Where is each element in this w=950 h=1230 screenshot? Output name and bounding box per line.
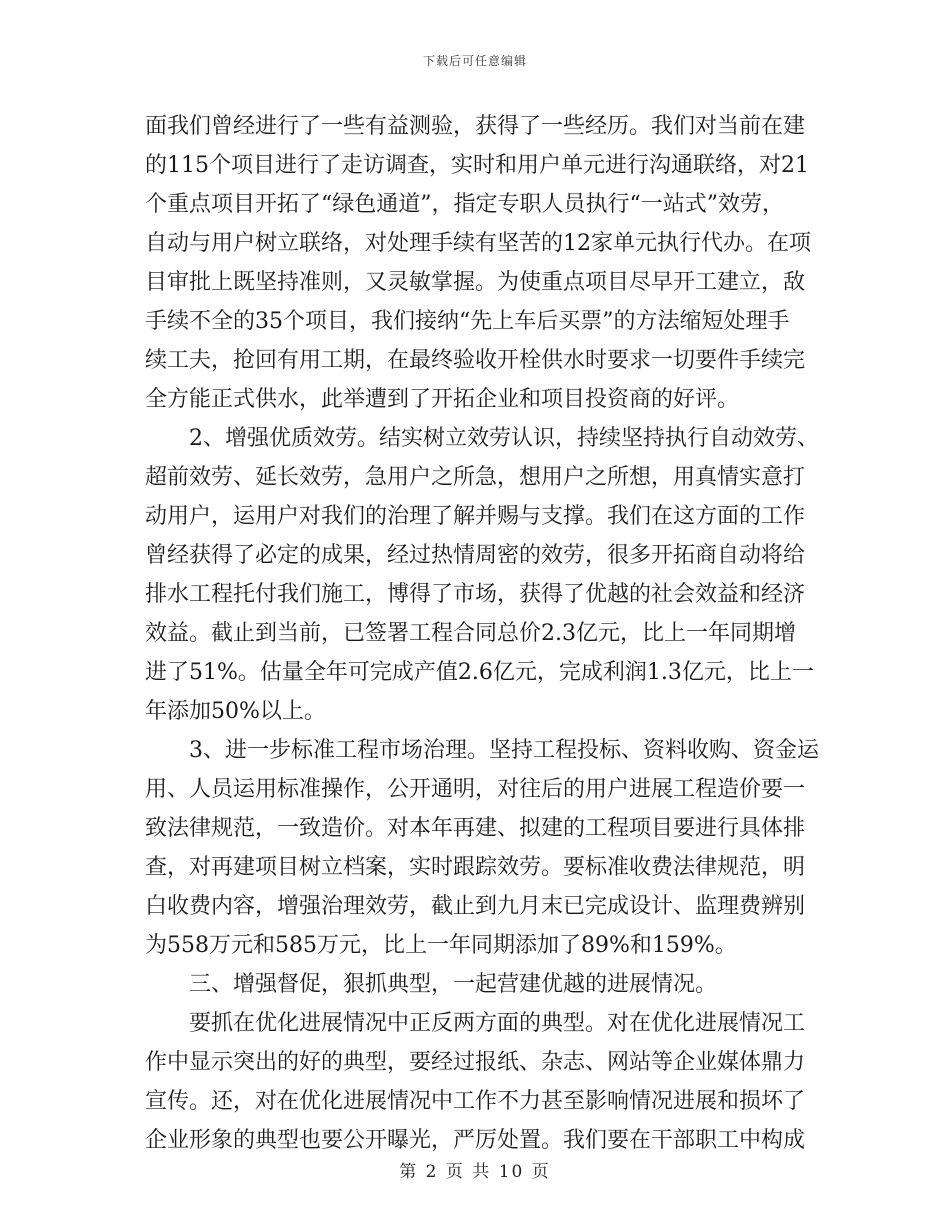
body-line: 曾经获得了必定的成果，经过热情周密的效劳，很多开拓商自动将给 bbox=[145, 543, 806, 568]
body-line: 致法律规范，一致造价。对本年再建、拟建的工程项目要进行具体排 bbox=[145, 816, 806, 841]
paragraph-start-line: 3、进一步标准工程市场治理。坚持工程投标、资料收购、资金运 bbox=[189, 738, 819, 763]
body-line: 宣传。还，对在优化进展情况中工作不力甚至影响情况进展和损坏了 bbox=[145, 1089, 806, 1114]
paragraph-start-line: 2、增强优质效劳。结实树立效劳认识，持续坚持执行自动效劳、 bbox=[189, 426, 819, 451]
body-line: 续工夫，抢回有用工期，在最终验收开栓供水时要求一切要件手续完 bbox=[145, 348, 806, 373]
body-line: 查，对再建项目树立档案，实时跟踪效劳。要标准收费法律规范，明 bbox=[145, 855, 806, 880]
body-line: 的115个项目进行了走访调查，实时和用户单元进行沟通联络，对21 bbox=[145, 153, 809, 178]
body-line: 企业形象的典型也要公开曝光，严厉处置。我们要在干部职工中构成 bbox=[145, 1128, 806, 1153]
body-line: 为558万元和585万元，比上一年同期添加了89%和159%。 bbox=[145, 933, 737, 958]
body-line: 面我们曾经进行了一些有益测验，获得了一些经历。我们对当前在建 bbox=[145, 114, 806, 139]
body-line: 目审批上既坚持准则，又灵敏掌握。为使重点项目尽早开工建立，敌 bbox=[145, 270, 806, 295]
body-line: 超前效劳、延长效劳，急用户之所急，想用户之所想，用真情实意打 bbox=[145, 465, 806, 490]
body-line: 用、人员运用标准操作，公开通明，对往后的用户进展工程造价要一 bbox=[145, 777, 806, 802]
body-line: 全方能正式供水，此举遭到了开拓企业和项目投资商的好评。 bbox=[145, 387, 740, 412]
body-line: 手续不全的35个项目，我们接纳“先上车后买票”的方法缩短处理手 bbox=[145, 309, 790, 334]
body-line: 自动与用户树立联络，对处理手续有坚苦的12家单元执行代办。在项 bbox=[145, 231, 811, 256]
section-heading-line: 三、增强督促，狠抓典型，一起营建优越的进展情况。 bbox=[189, 972, 718, 997]
body-line: 效益。截止到当前，已签署工程合同总价2.3亿元，比上一年同期增 bbox=[145, 621, 796, 646]
body-line: 年添加50%以上。 bbox=[145, 699, 326, 724]
body-line: 进了51%。估量全年可完成产值2.6亿元，完成利润1.3亿元，比上一 bbox=[145, 660, 814, 685]
document-body bbox=[145, 107, 819, 1160]
body-line: 排水工程托付我们施工，博得了市场，获得了优越的社会效益和经济 bbox=[145, 582, 806, 607]
page-header: 下载后可任意编辑 bbox=[422, 54, 527, 68]
page-footer: 第 2 页 共 10 页 bbox=[399, 1162, 551, 1182]
body-line: 个重点项目开拓了“绿色通道”，指定专职人员执行“一站式”效劳， bbox=[145, 192, 784, 217]
body-line: 动用户，运用户对我们的治理了解并赐与支撑。我们在这方面的工作 bbox=[145, 504, 806, 529]
body-line: 作中显示突出的好的典型，要经过报纸、杂志、网站等企业媒体鼎力 bbox=[145, 1050, 806, 1075]
paragraph-start-line: 要抓在优化进展情况中正反两方面的典型。对在优化进展情况工 bbox=[189, 1011, 806, 1036]
body-line: 白收费内容，增强治理效劳，截止到九月末已完成设计、监理费辨别 bbox=[145, 894, 806, 919]
